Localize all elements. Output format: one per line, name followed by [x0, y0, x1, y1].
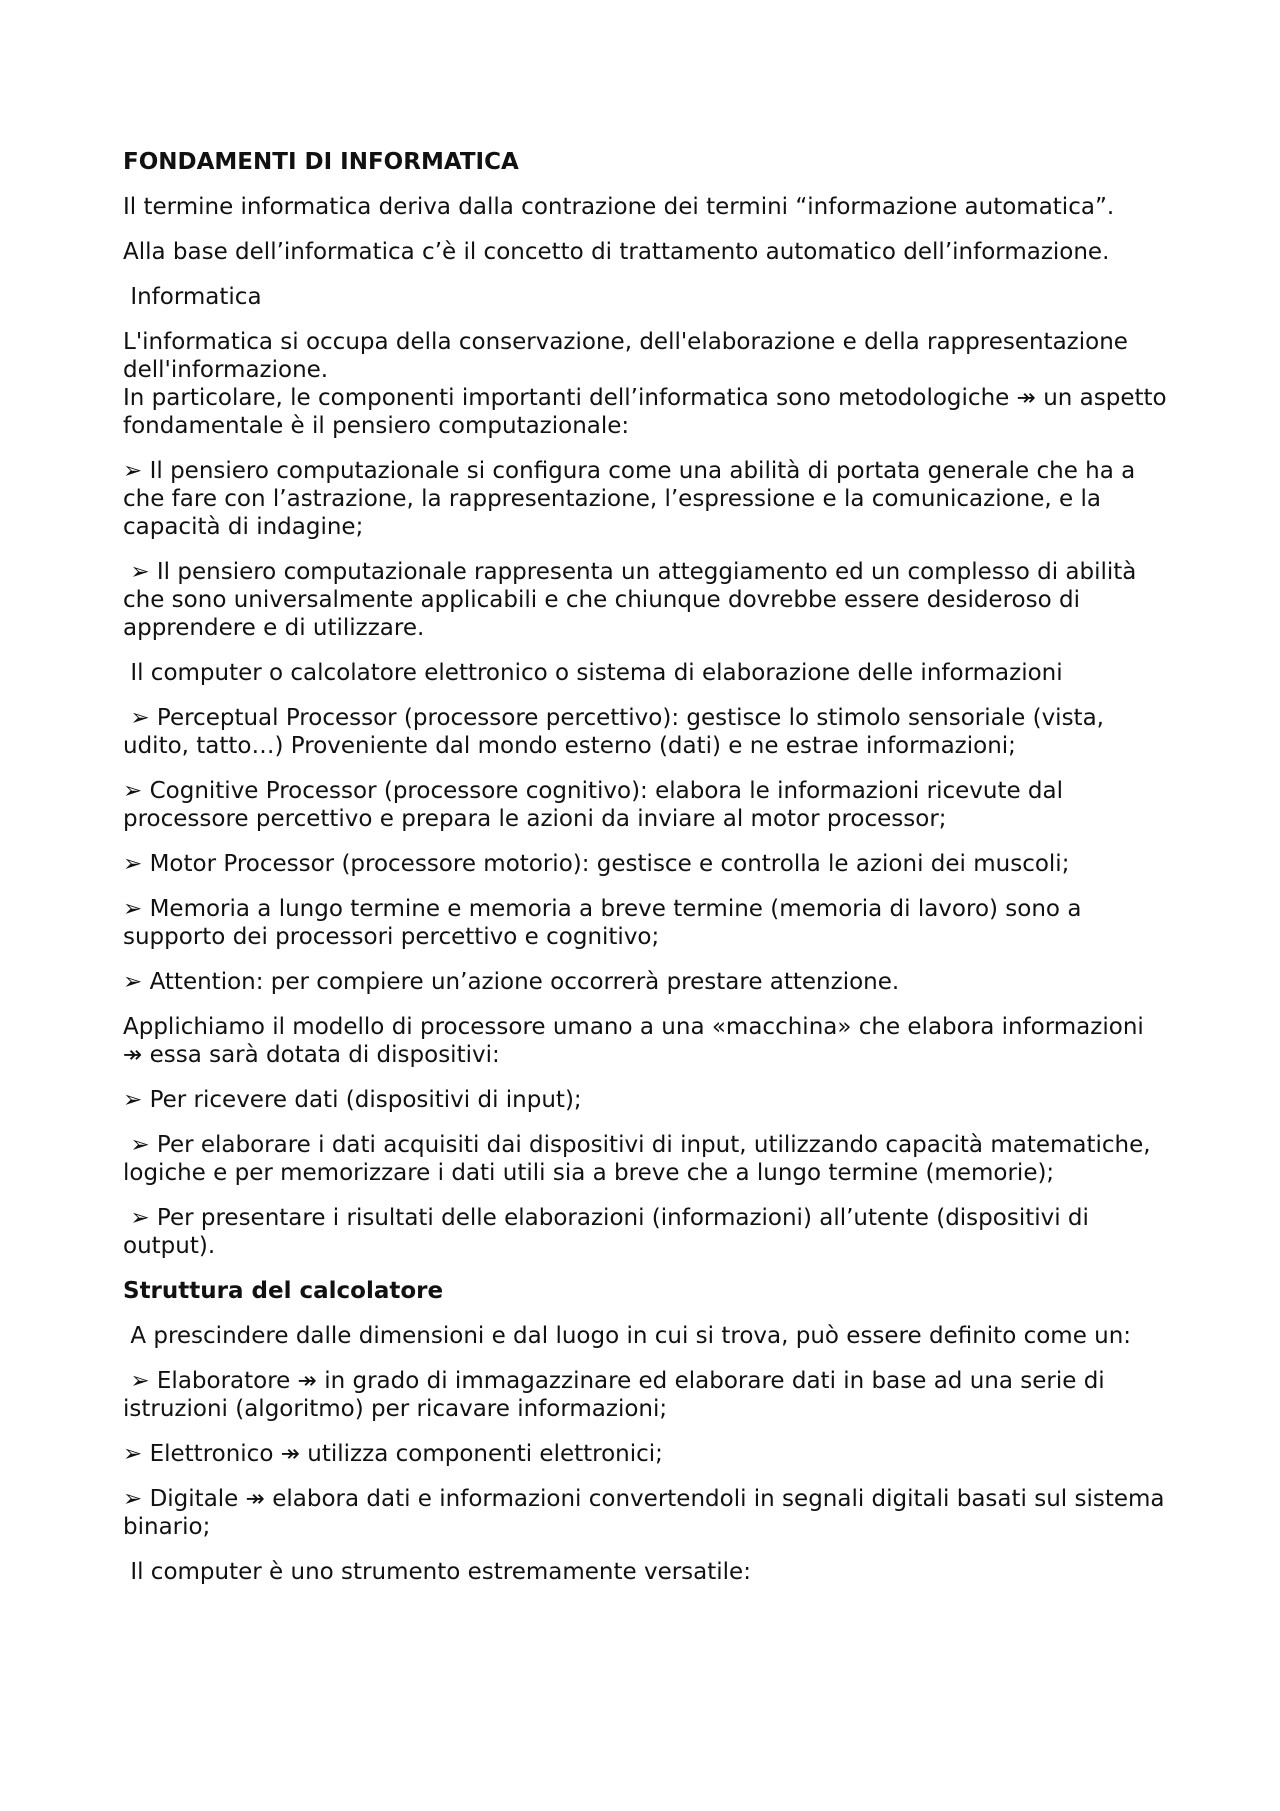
bullet-item: ➢ Il pensiero computazionale rappresenta un atteggiamento ed un complesso di abilità che sono universalmente applicabili e che chiunque dovrebbe essere desideroso di apprendere e di utilizzare. — [123, 559, 1144, 641]
paragraph: Alla base dell’informatica c’è il concetto di trattamento automatico dell’informazione. — [123, 239, 1110, 265]
bullet-item: ➢ Digitale ↠ elabora dati e informazioni convertendoli in segnali digitali basati sul sistema binario; — [123, 1486, 1172, 1540]
paragraph: L'informatica si occupa della conservazione, dell'elaborazione e della rappresentazione dell'informazione. — [123, 329, 1136, 383]
bullet-item: ➢ Per ricevere dati (dispositivi di input); — [123, 1087, 582, 1113]
paragraph: A prescindere dalle dimensioni e dal luogo in cui si trova, può essere definito come un: — [123, 1323, 1132, 1349]
paragraph: In particolare, le componenti importanti dell’informatica sono metodologiche ↠ un aspetto fondamentale è il pensiero computazionale: — [123, 385, 1174, 439]
subheading-informatica: Informatica — [123, 284, 262, 310]
bullet-item: ➢ Per presentare i risultati delle elaborazioni (informazioni) all’utente (dispositivi di output). — [123, 1205, 1097, 1259]
paragraph: Il computer è uno strumento estremamente versatile: — [123, 1559, 751, 1585]
section-heading: Struttura del calcolatore — [123, 1278, 444, 1304]
bullet-item: ➢ Elettronico ↠ utilizza componenti elettronici; — [123, 1441, 663, 1467]
paragraph: Il termine informatica deriva dalla contrazione dei termini “informazione automatica”. — [123, 194, 1115, 220]
bullet-item: ➢ Cognitive Processor (processore cognitivo): elabora le informazioni ricevute dal processore percettivo e prepara le azioni da inviare al motor processor; — [123, 778, 1071, 832]
paragraph: Applichiamo il modello di processore umano a una «macchina» che elabora informazioni ↠ essa sarà dotata di dispositivi: — [123, 1014, 1152, 1068]
subheading-computer: Il computer o calcolatore elettronico o sistema di elaborazione delle informazioni — [123, 660, 1063, 686]
bullet-item: ➢ Elaboratore ↠ in grado di immagazzinare ed elaborare dati in base ad una serie di istruzioni (algoritmo) per ricavare informazioni; — [123, 1368, 1113, 1422]
bullet-item: ➢ Perceptual Processor (processore percettivo): gestisce lo stimolo sensoriale (vista, udito, tatto…) Proveniente dal mondo esterno (dati) e ne estrae informazioni; — [123, 705, 1112, 759]
bullet-item: ➢ Motor Processor (processore motorio): gestisce e controlla le azioni dei muscoli; — [123, 851, 1070, 877]
bullet-item: ➢ Memoria a lungo termine e memoria a breve termine (memoria di lavoro) sono a supporto dei processori percettivo e cognitivo; — [123, 896, 1089, 950]
bullet-item: ➢ Il pensiero computazionale si configura come una abilità di portata generale che ha a che fare con l’astrazione, la rappresentazione, l’espressione e la comunicazione, e la capacità di indagine; — [123, 458, 1143, 540]
document-title: FONDAMENTI DI INFORMATICA — [123, 149, 519, 175]
bullet-item: ➢ Attention: per compiere un’azione occorrerà prestare attenzione. — [123, 969, 900, 995]
bullet-item: ➢ Per elaborare i dati acquisiti dai dispositivi di input, utilizzando capacità matematiche, logiche e per memorizzare i dati utili sia a breve che a lungo termine (memorie); — [123, 1132, 1158, 1186]
